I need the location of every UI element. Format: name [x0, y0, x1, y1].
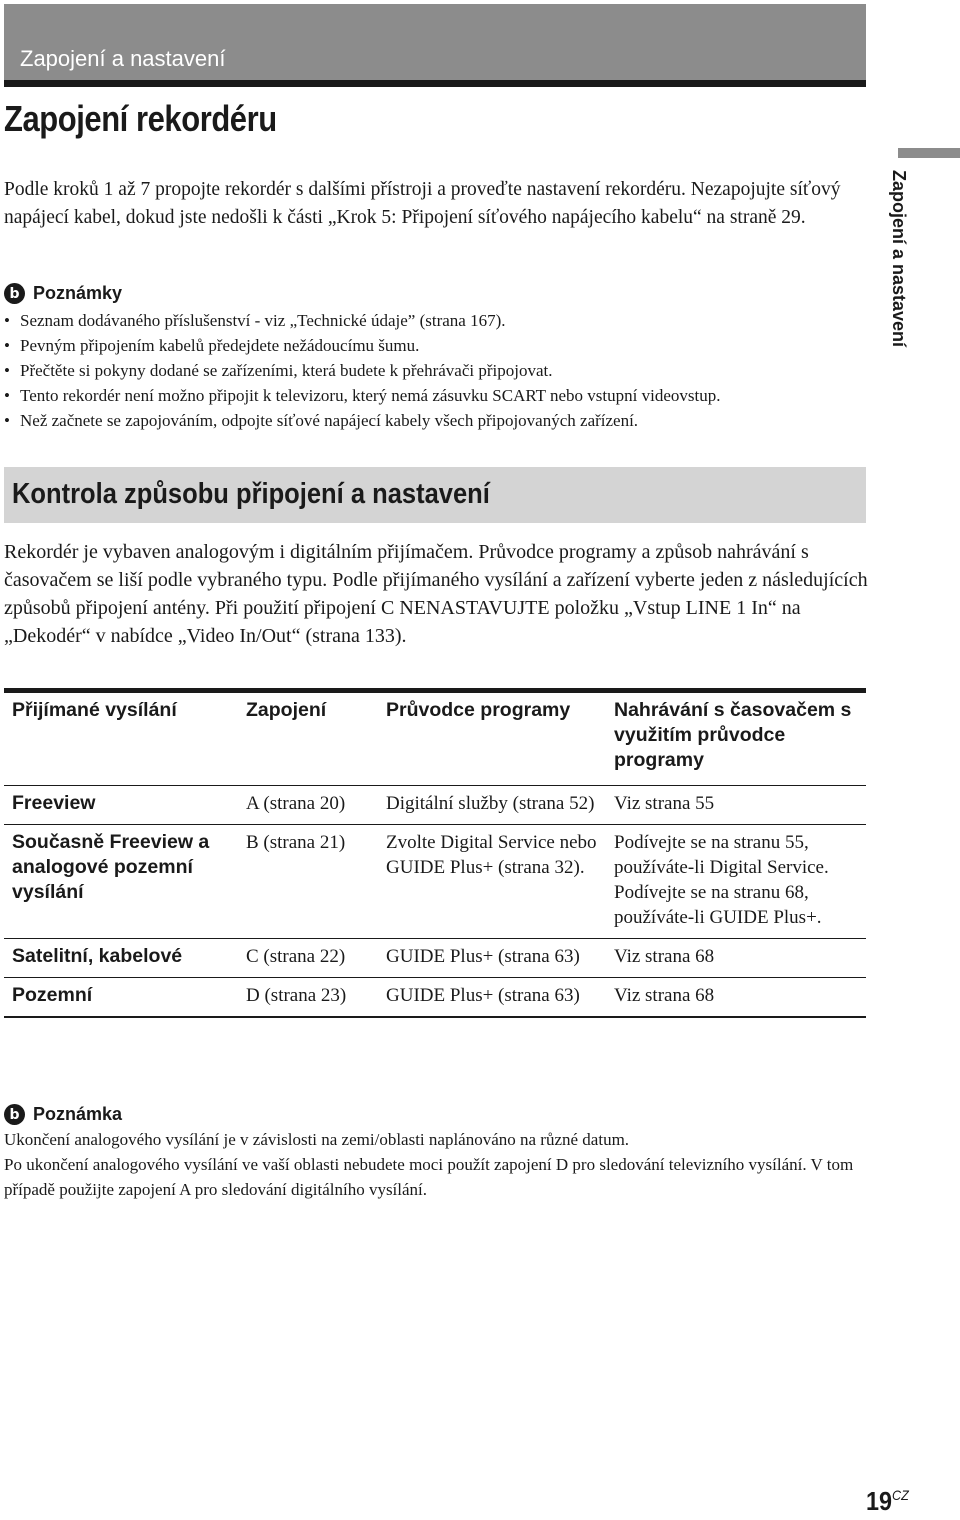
- table-cell: Freeview: [12, 792, 96, 814]
- table-cell: C (strana 22): [246, 946, 346, 967]
- table-cell: Viz strana 68: [614, 985, 715, 1006]
- intro-paragraph: Podle kroků 1 až 7 propojte rekordér s dalšími přístroji a proveďte nastavení rekordéru. Nezapojujte síťový napájecí kabel, dokud jste nedošli k části „Krok 5: Připojení síťového napájecího kabelu“ na straně 29.: [4, 179, 841, 228]
- table-cell: Zvolte Digital Service nebo GUIDE Plus+ (strana 32).: [386, 832, 597, 878]
- connection-table: [4, 688, 866, 1018]
- notes-heading-label: Poznámky: [33, 283, 123, 303]
- table-cell: D (strana 23): [246, 985, 347, 1006]
- column-header: Průvodce programy: [386, 699, 571, 721]
- page-title: Zapojení rekordéru: [4, 98, 277, 139]
- header-rule: [4, 80, 866, 87]
- table-cell: GUIDE Plus+ (strana 63): [386, 985, 580, 1006]
- side-tab-marker: [898, 148, 960, 158]
- table-cell: GUIDE Plus+ (strana 63): [386, 946, 580, 967]
- table-row: [4, 978, 866, 1018]
- table-cell: Současně Freeview a analogové pozemní vysílání: [12, 831, 210, 903]
- list-item: • Pevným připojením kabelů předejdete nežádoucímu šumu.: [4, 333, 874, 358]
- list-item: • Přečtěte si pokyny dodané se zařízeními, která budete k přehrávači připojovat.: [4, 358, 874, 383]
- table-header-row: [4, 691, 866, 786]
- note-line: Ukončení analogového vysílání je v závislosti na zemi/oblasti naplánováno na různé datum.: [4, 1130, 630, 1149]
- notes-heading: [4, 283, 122, 304]
- table-cell: B (strana 21): [246, 832, 346, 853]
- page-locale: CZ: [892, 1487, 909, 1503]
- list-item: • Než začnete se zapojováním, odpojte síťové napájecí kabely všech připojovaných zařízení.: [4, 408, 874, 433]
- table-row: [4, 939, 866, 978]
- table-cell: A (strana 20): [246, 793, 346, 814]
- note-icon: b: [4, 283, 25, 304]
- page-number-value: 19: [866, 1486, 893, 1516]
- page-number: [866, 1486, 909, 1517]
- section-header-bar: [4, 4, 866, 80]
- note-heading: [4, 1104, 122, 1125]
- note-heading-label: Poznámka: [33, 1104, 123, 1124]
- table-cell: Podívejte se na stranu 55, používáte-li Digital Service. Podívejte se na stranu 68, používáte-li GUIDE Plus+.: [614, 832, 829, 928]
- side-tab-label: Zapojení a nastavení: [889, 170, 909, 348]
- section-intro-paragraph: Rekordér je vybaven analogovým i digitálním přijímačem. Průvodce programy a způsob nahrávání s časovačem se liší podle vybraného typu. Podle přijímaného vysílání a zařízení vyberte jeden z následujících způsobů připojení antény. Při použití připojení C NENASTAVUJTE položku „Vstup LINE 1 In“ na „Dekodér“ v nabídce „Video In/Out“ (strana 133).: [4, 541, 868, 647]
- table-row: [4, 786, 866, 825]
- table-cell: Viz strana 68: [614, 946, 715, 967]
- column-header: Zapojení: [246, 699, 327, 721]
- column-header: Nahrávání s časovačem s využitím průvodce programy: [614, 699, 852, 771]
- column-header: Přijímané vysílání: [12, 699, 177, 721]
- table-cell: Digitální služby (strana 52): [386, 793, 595, 814]
- notes-list: [4, 308, 874, 433]
- note-text: [4, 1127, 874, 1202]
- section-title: Kontrola způsobu připojení a nastavení: [12, 478, 490, 510]
- note-icon: b: [4, 1104, 25, 1125]
- section-header-label: Zapojení a nastavení: [20, 46, 226, 71]
- list-item: • Seznam dodávaného příslušenství - viz „Technické údaje” (strana 167).: [4, 308, 874, 333]
- table-row: [4, 825, 866, 939]
- list-item: • Tento rekordér není možno připojit k televizoru, který nemá zásuvku SCART nebo vstupní videovstup.: [4, 383, 874, 408]
- table-cell: Viz strana 55: [614, 793, 715, 814]
- note-line: Po ukončení analogového vysílání ve vaší oblasti nebudete moci použít zapojení D pro sledování televizního vysílání. V tom případě použijte zapojení A pro sledování digitálního vysílání.: [4, 1155, 854, 1199]
- table-cell: Satelitní, kabelové: [12, 945, 183, 967]
- table-cell: Pozemní: [12, 984, 93, 1006]
